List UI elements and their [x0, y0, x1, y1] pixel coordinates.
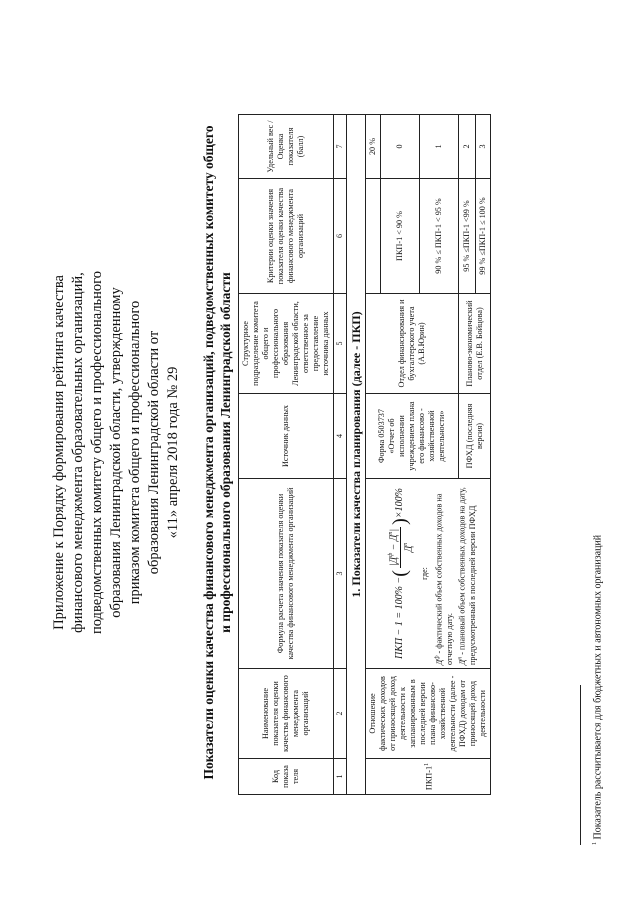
- column-number: 3: [334, 479, 347, 669]
- criteria-blank: [366, 179, 381, 294]
- footnote-ref: 1: [423, 762, 430, 766]
- column-number: 5: [334, 294, 347, 394]
- column-number: 2: [334, 669, 347, 759]
- document-title: Показатели оценки качества финансового менеджмента организаций, подведомственных комитету общего и профессионального образования Ленинградской области: [201, 125, 233, 780]
- criteria-score: 1: [420, 115, 459, 179]
- column-number: 4: [334, 394, 347, 479]
- criteria-label: 90 % ≤ ПКП-1 < 95 %: [420, 179, 459, 294]
- appendix-line: образования Ленинградской области от: [146, 330, 162, 575]
- column-number: 6: [334, 179, 347, 294]
- appendix-line: финансового менеджмента образовательных организаций,: [70, 272, 86, 633]
- formula-definition-plan: $Д^п$ - плановый объем собственных доходов на дату, предусмотренный в последней версии ПФХД: [456, 487, 477, 665]
- formula-lhs: ПКП − 1 = 100% −: [394, 576, 406, 659]
- appendix-line: приказом комитета общего и профессионального: [127, 300, 143, 605]
- column-number-row: [334, 115, 347, 795]
- appendix-line: «11» апреля 2018 года № 29: [165, 366, 181, 539]
- formula-where: где:: [420, 567, 430, 580]
- indicators-table: [238, 114, 491, 795]
- column-number: 1: [334, 759, 347, 795]
- footnote-mark: 1: [592, 842, 598, 845]
- indicator-weight-row: [366, 115, 381, 795]
- source-pfhd: ПФХД (последняя версия): [459, 394, 491, 479]
- column-number: 7: [334, 115, 347, 179]
- appendix-line: Приложение к Порядку формирования рейтинга качества: [51, 275, 67, 630]
- criteria-score: 3: [476, 115, 491, 179]
- formula-tail: ×100%: [394, 488, 406, 519]
- header-formula: Формула расчета значения показателя оценки качества финансового менеджмента организаций: [239, 479, 334, 669]
- appendix-line: подведомственных комитету общего и профессионального: [89, 270, 105, 635]
- header-code: Код показа теля: [239, 759, 334, 795]
- header-source: Источник данных: [239, 394, 334, 479]
- indicator-code-text: ПКП-1: [424, 765, 434, 791]
- indicator-weight: 20 %: [366, 115, 381, 179]
- criteria-score: 0: [381, 115, 420, 179]
- table-header-row: [239, 115, 334, 795]
- unit-planning: Планово-экономический отдел (Е.В. Бойцова): [459, 294, 491, 394]
- appendix-header: [50, 40, 183, 865]
- formula-expression: ПКП − 1 = 100% − ( $|Д^ф - Д^п|$ $Д^п$ ) ×100%: [388, 488, 415, 659]
- formula-fraction: [386, 527, 414, 568]
- formula-numerator: $|Д^ф - Д^п|$: [388, 528, 400, 567]
- criteria-score: 2: [459, 115, 476, 179]
- section-title: 1. Показатели качества планирования (далее - ПКП): [347, 115, 366, 795]
- formula-definition-fact: $Д^ф$ - фактический объем собственных доходов на отчетную дату.: [434, 493, 454, 665]
- criteria-label: ПКП-1 < 90 %: [381, 179, 420, 294]
- indicator-name: Отношение фактических доходов от приносящей доход деятельности к запланированным в последней версии плана финансово-хозяйственной деятельности (далее - ПФХД) доходам от приносящей доход деятельности: [366, 669, 491, 759]
- header-weight: Удельный вес / Оценка показателя (балл): [239, 115, 334, 179]
- appendix-line: образования Ленинградской области, утвержденному: [108, 287, 124, 618]
- formula-denominator: $Д^п$: [402, 542, 415, 553]
- source-report: Форма 0503737 «Отчет об исполнении учреждением плана его финансово - хозяйственной деятельности»: [366, 394, 459, 479]
- indicator-code: [366, 759, 491, 795]
- criteria-label: 99 % ≤ПКП-1 ≤ 100 %: [476, 179, 491, 294]
- indicator-formula: [366, 479, 491, 669]
- footnote: [592, 535, 603, 845]
- header-criteria: Критерии оценки значения показателя оценки качества финансового менеджмента организаций: [239, 179, 334, 294]
- footnote-text: Показатель рассчитывается для бюджетных и автономных организаций: [592, 534, 604, 842]
- criteria-label: 95 % ≤ПКП-1 <99 %: [459, 179, 476, 294]
- header-unit: Структурное подразделение комитета общего и профессионального образования Ленинградской области, ответственное за предоставление источника данных: [239, 294, 334, 394]
- footnote-divider: [580, 685, 581, 845]
- section-row: [347, 115, 366, 795]
- header-name: Наименование показателя оценки качества финансового менеджмента организаций: [239, 669, 334, 759]
- unit-finance: Отдел финансирования и бухгалтерского учета (А.В.Юрин): [366, 294, 459, 394]
